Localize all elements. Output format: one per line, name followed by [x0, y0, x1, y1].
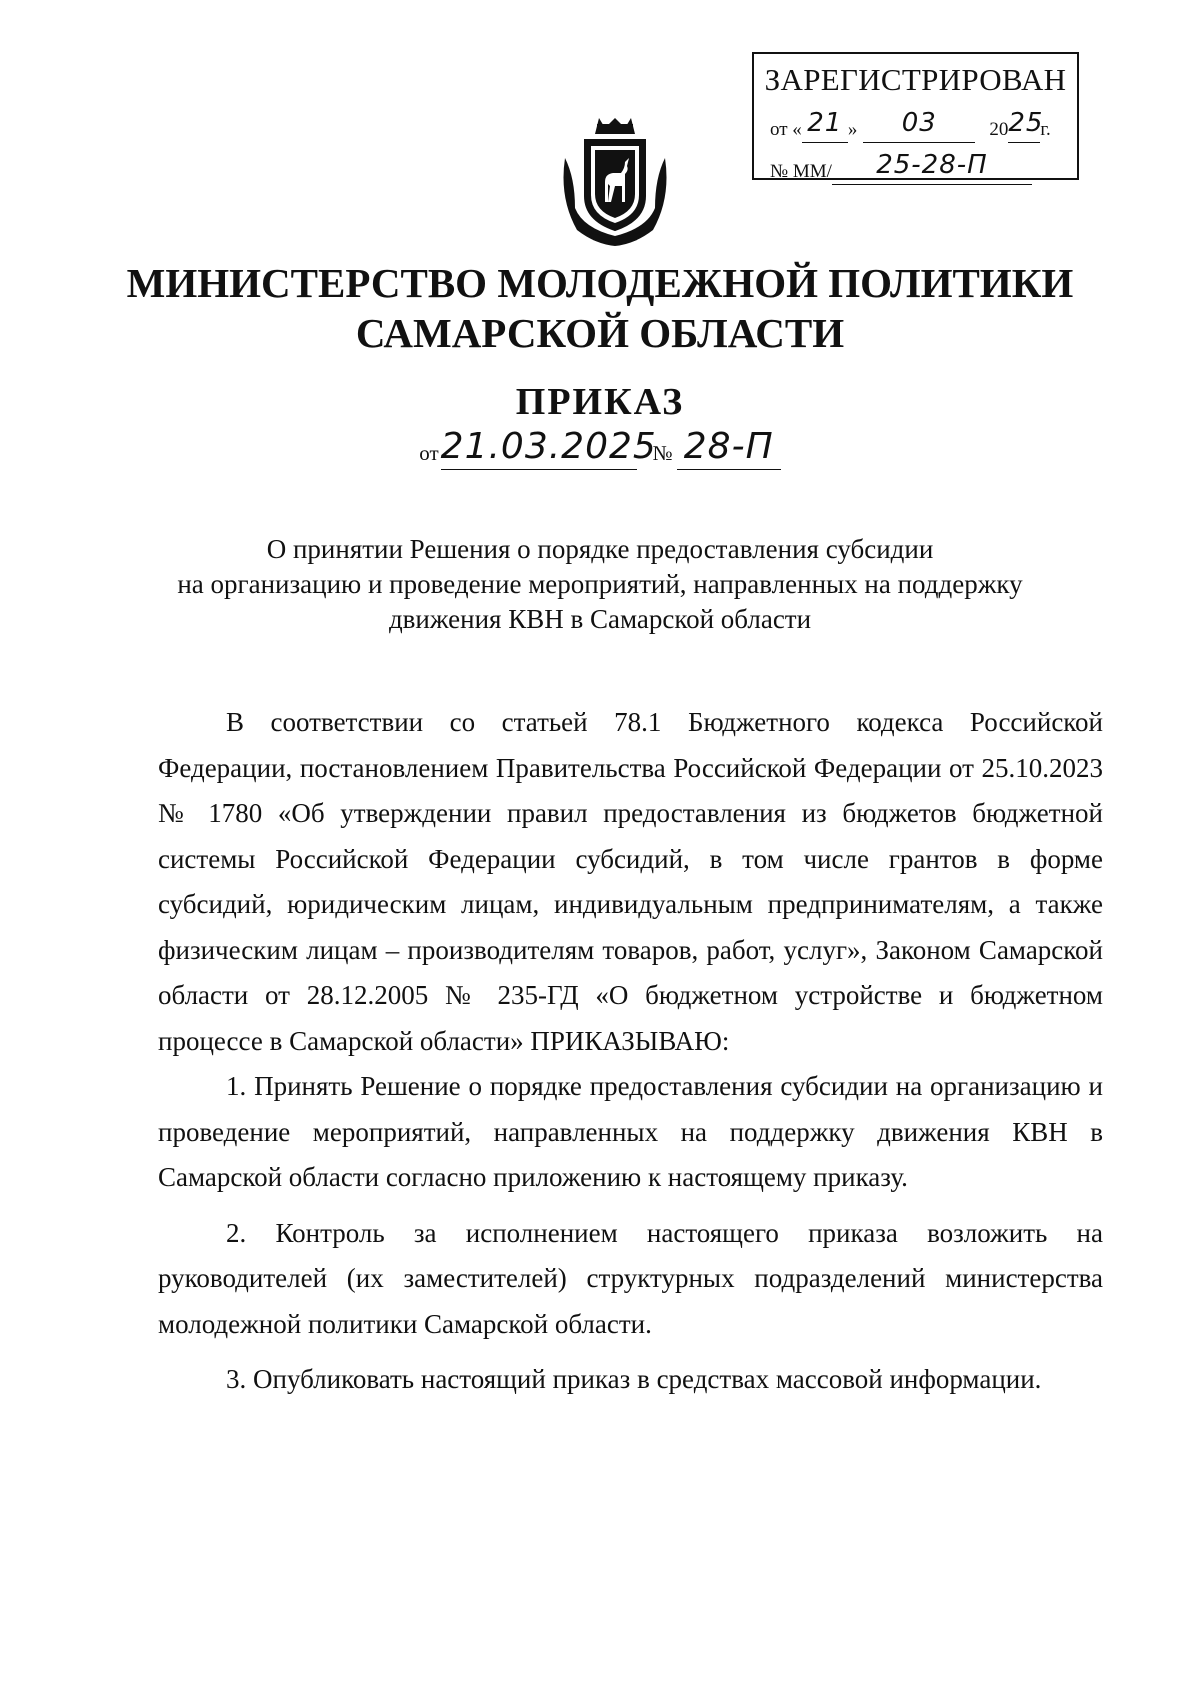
- body-item-1: 1. Принять Решение о порядке предоставления субсидии на организацию и проведение мероприятий, направленных на поддержку движения КВН в Самарской области согласно приложению к настоящему приказу.: [158, 1071, 1103, 1192]
- coat-of-arms-emblem: [555, 118, 675, 248]
- registration-stamp: [752, 52, 1079, 180]
- ministry-title-line2: САМАРСКОЙ ОБЛАСТИ: [355, 310, 845, 356]
- stamp-month: 03: [901, 108, 937, 138]
- order-date-number: [0, 428, 1200, 470]
- subject-line1: О принятии Решения о порядке предоставления субсидии: [266, 534, 934, 564]
- stamp-number: 25-28-П: [876, 150, 988, 180]
- order-date: 21.03.2025: [440, 426, 657, 467]
- stamp-year-prefix: 20: [989, 119, 1009, 140]
- stamp-number-line: [770, 150, 1032, 185]
- subject-line3: движения КВН в Самарской области: [388, 604, 812, 634]
- stamp-title: ЗАРЕГИСТРИРОВАН: [764, 62, 1067, 97]
- body-item-3: 3. Опубликовать настоящий приказ в средствах массовой информации.: [226, 1364, 1042, 1394]
- order-number: 28-П: [683, 426, 774, 467]
- ministry-title: [0, 258, 1200, 358]
- stamp-number-prefix: № ММ/: [770, 161, 832, 182]
- stamp-day: 21: [807, 108, 843, 138]
- stamp-year-suffix: 25: [1008, 108, 1044, 138]
- body-preamble: В соответствии со статьей 78.1 Бюджетного кодекса Российской Федерации, постановлением Правительства Российской Федерации от 25.10.2023 № 1780 «Об утверждении правил предоставления из бюджетов бюджетной системы Российской Федерации субсидий, в том числе грантов в форме субсидий, юридическим лицам, индивидуальным предпринимателям, а также физическим лицам – производителям товаров, работ, услуг», Законом Самарской области от 28.12.2005 № 235-ГД «О бюджетном устройстве и бюджетном процессе в Самарской области» ПРИКАЗЫВАЮ:: [158, 707, 1103, 1056]
- body-item-2: 2. Контроль за исполнением настоящего приказа возложить на руководителей (их заместителей) структурных подразделений министерства молодежной политики Самарской области.: [158, 1217, 1103, 1339]
- document-type: ПРИКАЗ: [515, 381, 685, 423]
- order-number-prefix: №: [652, 441, 673, 465]
- stamp-mid-quote: »: [847, 119, 858, 140]
- stamp-date: [770, 108, 1051, 143]
- ministry-title-line1: МИНИСТЕРСТВО МОЛОДЕЖНОЙ ПОЛИТИКИ: [126, 260, 1074, 306]
- order-subject: [120, 532, 1080, 637]
- stamp-date-prefix: от «: [770, 119, 802, 140]
- subject-line2: на организацию и проведение мероприятий, направленных на поддержку: [177, 569, 1023, 599]
- stamp-year-g: г.: [1040, 119, 1051, 140]
- order-body: [158, 700, 1103, 1403]
- order-date-prefix: от: [419, 441, 439, 465]
